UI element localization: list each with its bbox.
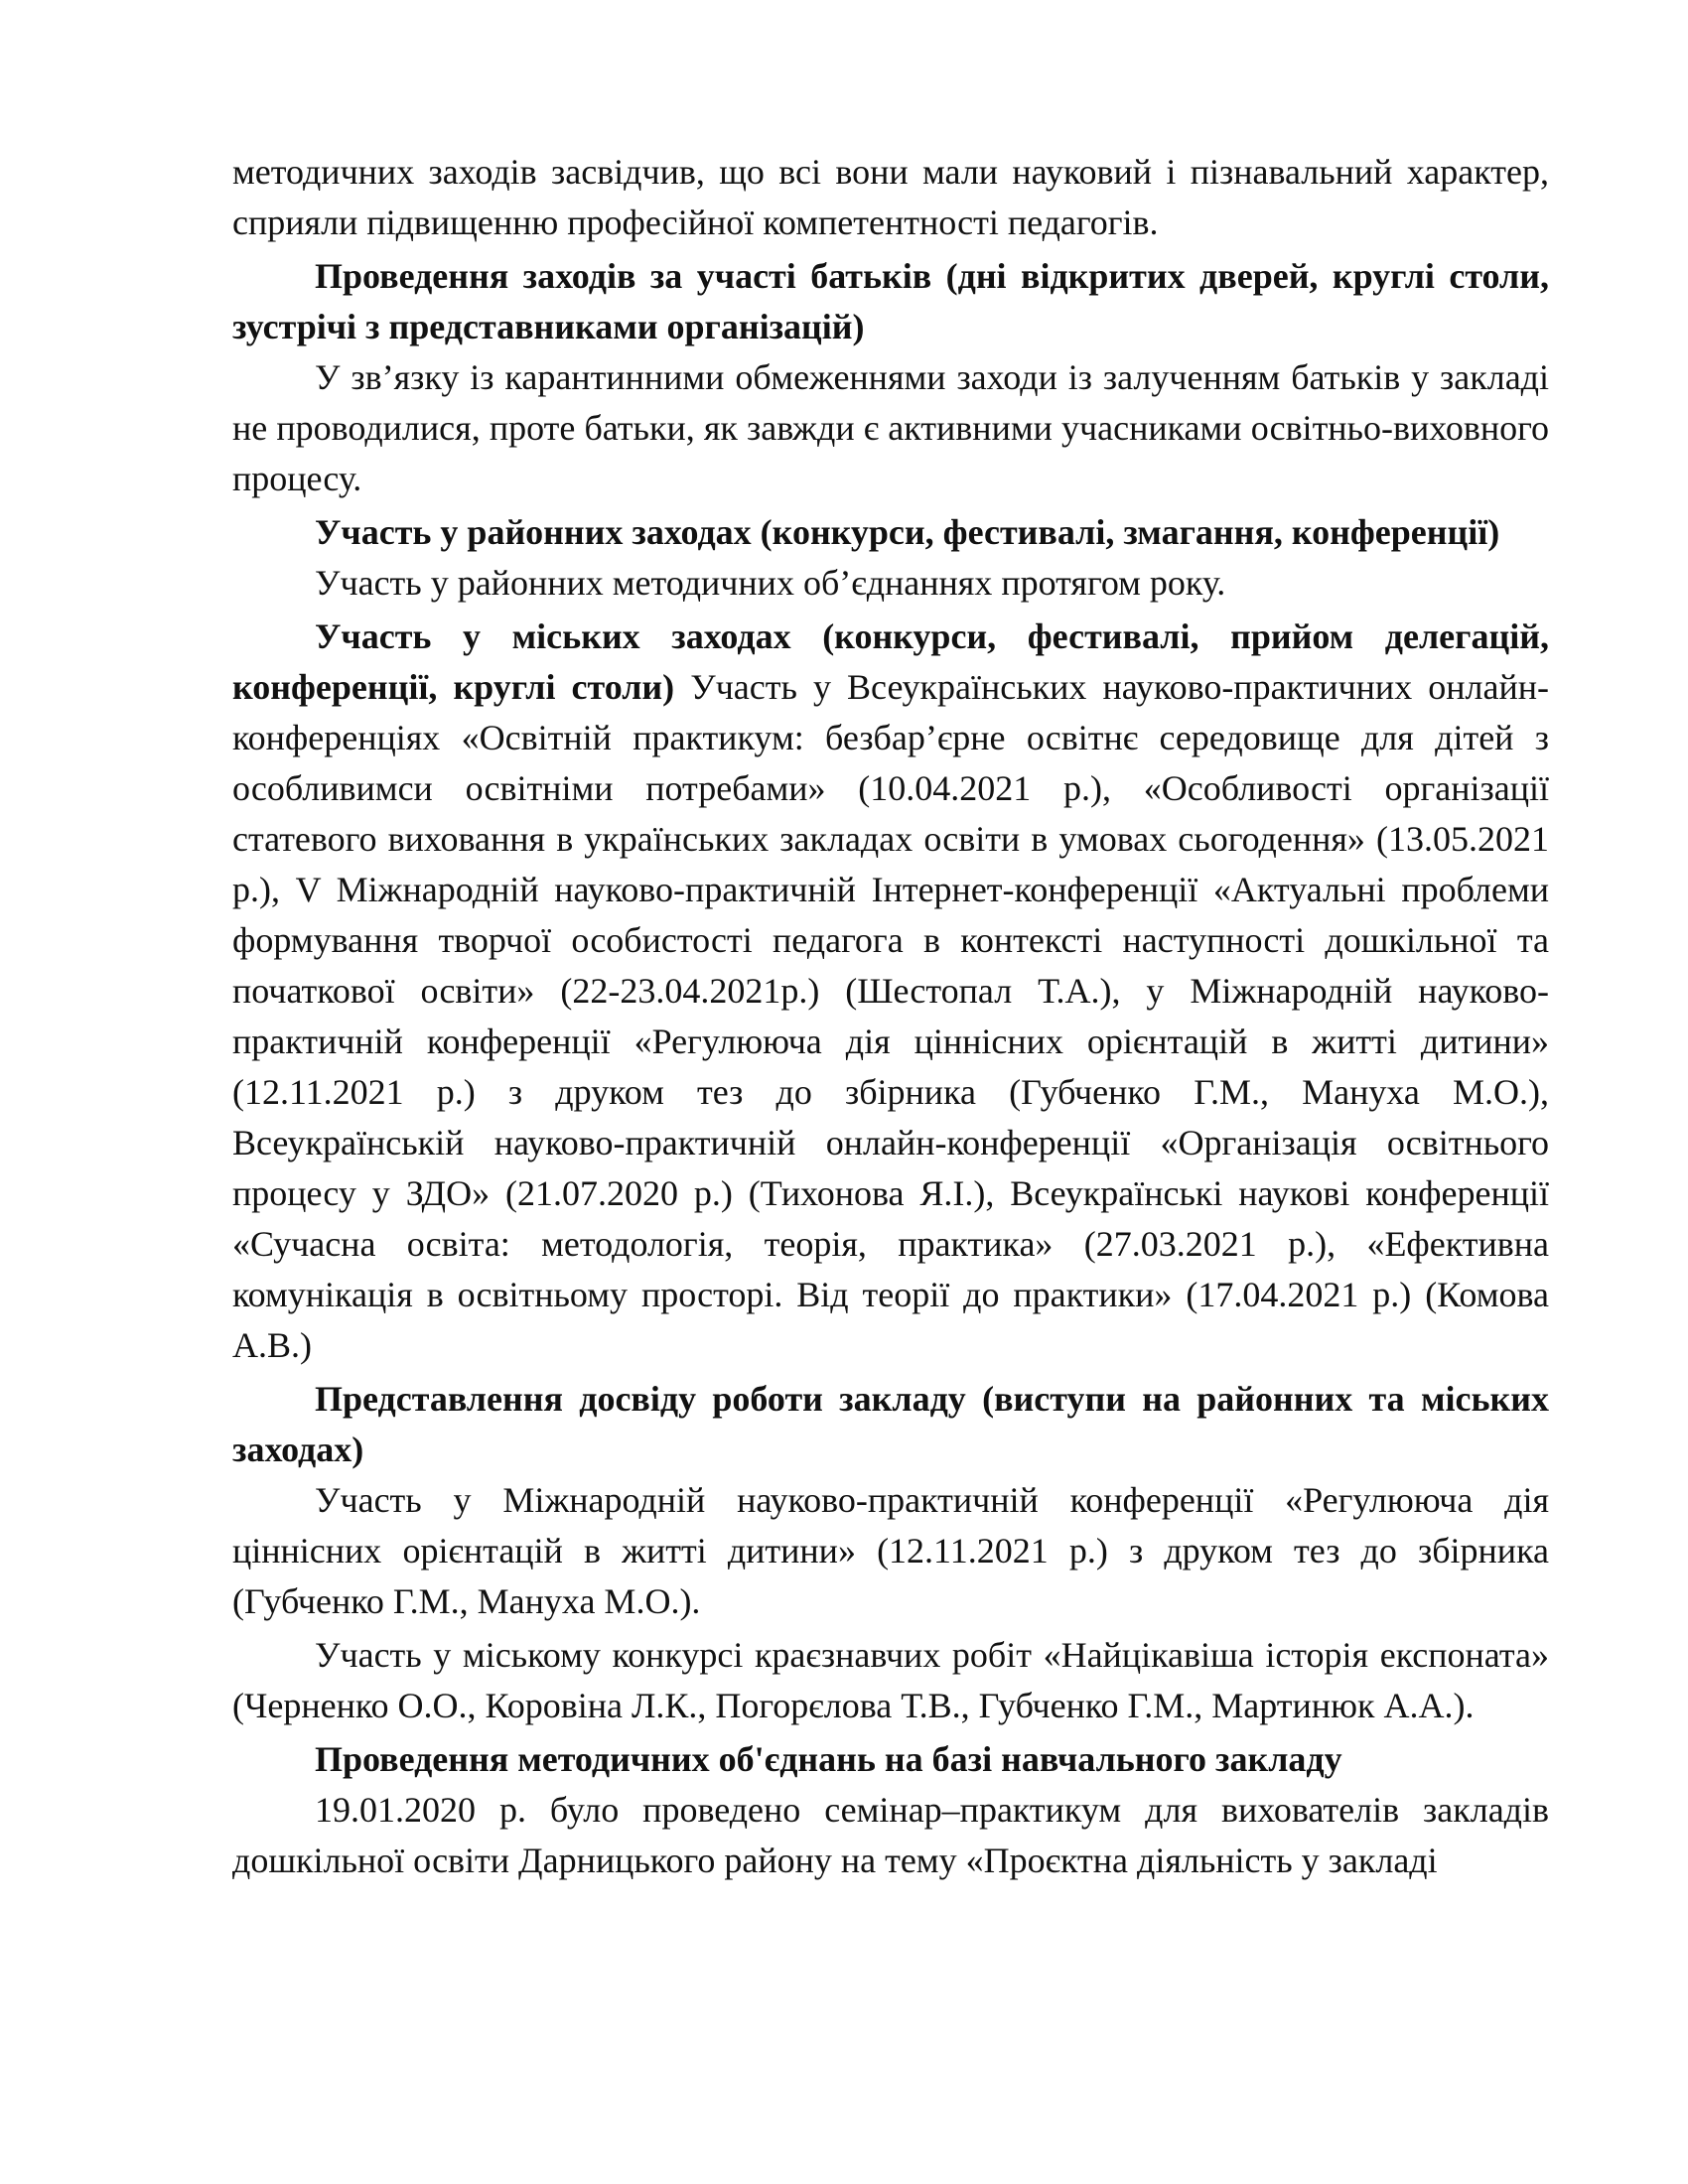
paragraph-city-events: [232, 612, 1549, 1371]
paragraph-international-conference: Участь у Міжнародній науково-практичній конференції «Регулююча дія ціннісних орієнтацій в житті дитини» (12.11.2021 р.) з друком тез до збірника (Губченко Г.М., Мануха М.О.).: [232, 1480, 1549, 1621]
paragraph-quarantine-restrictions: У зв’язку із карантинними обмеженнями заходи із залученням батьків у закладі не проводилися, проте батьки, як завжди є активними учасниками освітньо-виховного процесу.: [232, 357, 1549, 498]
heading-city-events: Участь у міських заходах (конкурси, фестивалі, прийом делегацій, конференції, круглі столи): [232, 616, 1549, 707]
paragraph-seminar: 19.01.2020 р. було проведено семінар–практикум для вихователів закладів дошкільної освіти Дарницького району на тему «Проєктна діяльність у закладі: [232, 1790, 1549, 1880]
paragraph-city-contest: Участь у міському конкурсі краєзнавчих робіт «Найцікавіша історія експоната» (Черненко О.О., Коровіна Л.К., Погорєлова Т.В., Губченко Г.М., Мартинюк А.А.).: [232, 1635, 1549, 1725]
heading-district-events: Участь у районних заходах (конкурси, фестивалі, змагання, конференції): [315, 512, 1500, 552]
heading-experience-presentation: Представлення досвіду роботи закладу (виступи на районних та міських заходах): [232, 1379, 1549, 1469]
city-events-text: Участь у Всеукраїнських науково-практичних онлайн-конференціях «Освітній практикум: безбар’єрне освітнє середовище для дітей з особливимси освітніми потребами» (10.04.2021 р.), «Особливості організації статевого виховання в українських закладах освіти в умовах сьогодення» (13.05.2021 р.), V Міжнародній науково-практичній Інтернет-конференції «Актуальні проблеми формування творчої особистості педагога в контексті наступності дошкільної та початкової освіти» (22-23.04.2021р.) (Шестопал Т.А.), у Міжнародній науково-практичній конференції «Регулююча дія ціннісних орієнтацій в житті дитини» (12.11.2021 р.) з друком тез до збірника (Губченко Г.М., Мануха М.О.), Всеукраїнській науково-практичній онлайн-конференції «Організація освітнього процесу у ЗДО» (21.07.2020 р.) (Тихонова Я.І.), Всеукраїнські наукові конференції «Сучасна освіта: методологія, теорія, практика» (27.03.2021 р.), «Ефективна комунікація в освітньому просторі. Від теорії до практики» (17.04.2021 р.) (Комова А.В.): [232, 667, 1549, 1365]
paragraph-district-associations: Участь у районних методичних об’єднаннях протягом року.: [315, 563, 1226, 603]
paragraph-methodical-events-summary: методичних заходів засвідчив, що всі вони мали науковий і пізнавальний характер, сприяли підвищенню професійної компетентності педагогів.: [232, 152, 1549, 242]
heading-methodical-associations: Проведення методичних об'єднань на базі навчального закладу: [315, 1739, 1342, 1779]
heading-parent-events: Проведення заходів за участі батьків (дні відкритих дверей, круглі столи, зустрічі з представниками організацій): [232, 256, 1549, 346]
document-page: [232, 147, 1549, 1886]
